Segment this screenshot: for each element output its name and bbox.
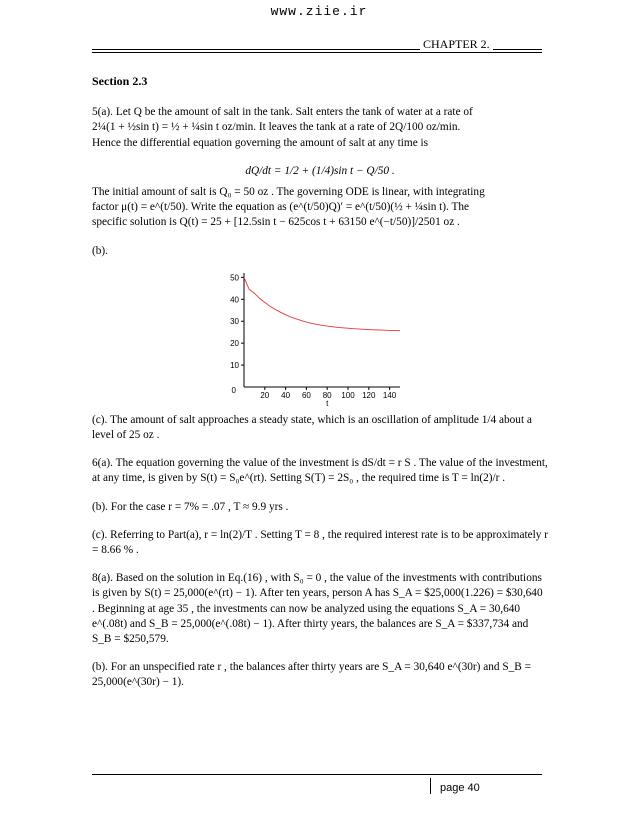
y-tick-label: 40 xyxy=(230,295,239,305)
y-tick-label: 30 xyxy=(230,317,239,327)
header-rule-bottom xyxy=(92,52,542,53)
problem-5c: (c). The amount of salt approaches a steady state, which is an oscillation of amplitude 1/4 about a level of 25 oz . xyxy=(92,413,532,442)
footer-rule xyxy=(92,774,542,775)
problem-6a: 6(a). The equation governing the value of the investment is dS/dt = r S . The value of the investment, at any time, is given by S(t) = S₀e^(rt). Setting S(T) = 2S₀ , the required time is T = ln(2)/r . xyxy=(92,457,548,485)
x-tick-label: 20 xyxy=(260,390,270,400)
origin-label: 0 xyxy=(231,385,236,395)
p5a-line1: 5(a). Let Q be the amount of salt in the tank. Salt enters the tank of water at a rate of xyxy=(92,106,473,119)
problem-5a xyxy=(92,105,548,151)
x-tick-label: 120 xyxy=(362,390,376,400)
p5a-line2: 2¼(1 + ½sin t) = ½ + ¼sin t oz/min. It leaves the tank at a rate of 2Q/100 oz/min. xyxy=(92,121,461,134)
p5a-line6: specific solution is Q(t) = 25 + [12.5sin t − 625cos t + 63150 e^(−t/50)]/2501 oz . xyxy=(92,216,460,229)
x-axis-label: t xyxy=(326,398,329,407)
x-tick-label: 80 xyxy=(322,390,332,400)
ode-equation: dQ/dt = 1/2 + (1/4)sin t − Q/50 . xyxy=(245,164,395,177)
watermark: www.ziie.ir xyxy=(270,4,368,19)
salt-plot-svg xyxy=(220,267,410,407)
problem-6c: (c). Referring to Part(a), r = ln(2)/T . Setting T = 8 , the required interest rate is to be approximately r = 8.66 % . xyxy=(92,528,549,557)
problem-8b: (b). For an unspecified rate r , the balances after thirty years are S_A = 30,640 e^(30r) and S_B = 25,000(e^(30r) − 1). xyxy=(92,661,532,689)
salt-curve xyxy=(244,277,400,330)
page-number: page 40 xyxy=(440,782,480,794)
salt-plot xyxy=(220,267,410,407)
problem-5a-cont xyxy=(92,185,548,231)
y-tick-label: 20 xyxy=(230,338,239,348)
problem-8a: 8(a). Based on the solution in Eq.(16) , with S₀ = 0 , the value of the investments with contributions is given by S(t) = 25,000(e^(rt) − 1). After ten years, person A has S_A = $25,000(1.226) = $30,640 . Beginning at age 35 , the investments can now be analyzed using the equations S_A = 30,640 e^(.08t) and S_B = 25,000(e^(.08t) − 1). After thirty years, the balances are S_A = $337,734 and S_B = $250,579. xyxy=(92,572,543,646)
p5a-line4: The initial amount of salt is Q₀ = 50 oz . The governing ODE is linear, with integrating xyxy=(92,186,485,199)
page-body xyxy=(92,74,548,704)
x-tick-label: 40 xyxy=(281,390,291,400)
p5a-line5: factor μ(t) = e^(t/50). Write the equation as (e^(t/50)Q)′ = e^(t/50)(½ + ¼sin t). The xyxy=(92,201,470,214)
x-tick-label: 100 xyxy=(341,390,355,400)
problem-5b-label: (b). xyxy=(92,244,108,257)
x-tick-label: 140 xyxy=(382,390,397,400)
chapter-heading: CHAPTER 2. xyxy=(420,37,493,52)
y-tick-label: 50 xyxy=(230,273,239,283)
section-title: Section 2.3 xyxy=(92,74,148,88)
x-tick-label: 60 xyxy=(301,390,311,400)
p5a-line3: Hence the differential equation governing the amount of salt at any time is xyxy=(92,136,429,149)
y-tick-label: 10 xyxy=(230,360,239,370)
problem-6b: (b). For the case r = 7% = .07 , T ≈ 9.9 yrs . xyxy=(92,500,289,513)
